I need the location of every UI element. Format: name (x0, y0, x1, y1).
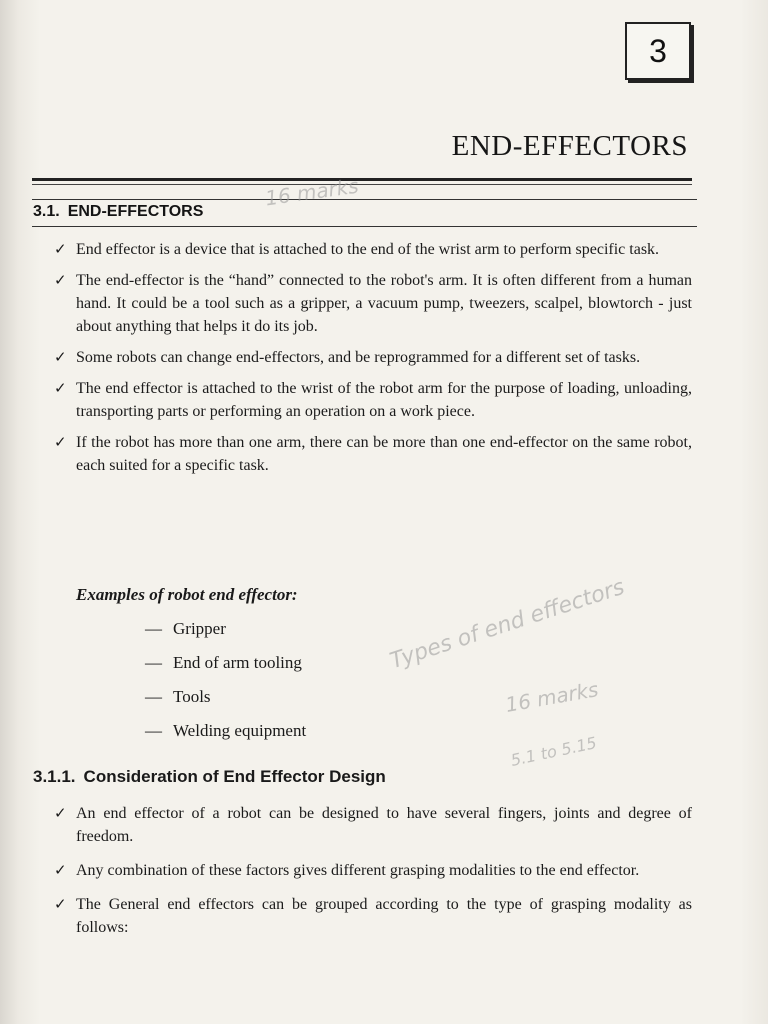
example-item (145, 686, 306, 720)
checkmark-icon: ✓ (54, 348, 67, 366)
bullet-text: Some robots can change end-effectors, and be reprogrammed for a different set of tasks. (76, 349, 641, 366)
sub-bullet-list (52, 802, 692, 939)
checkmark-icon: ✓ (54, 804, 67, 822)
checkmark-icon: ✓ (54, 895, 67, 913)
checkmark-icon: ✓ (54, 861, 67, 879)
checkmark-icon: ✓ (54, 240, 67, 258)
bullet-list (52, 238, 692, 477)
bullet-item (52, 431, 692, 477)
subsection-heading (33, 767, 386, 787)
bullet-text: End effector is a device that is attached to the end of the wrist arm to perform specific task. (76, 241, 660, 258)
chapter-title: END-EFFECTORS (451, 130, 688, 162)
chapter-number: 3 (649, 32, 667, 69)
subsection-title: Consideration of End Effector Design (83, 767, 386, 786)
bullet-item (52, 238, 692, 261)
pencil-note-marks-2: 16 marks (503, 677, 601, 717)
examples-title: Examples of robot end effector: (76, 585, 298, 604)
section-heading (33, 203, 203, 221)
bullet-text: An end effector of a robot can be designed to have several fingers, joints and degree of freedom. (76, 805, 692, 845)
example-item (145, 618, 306, 652)
em-dash-icon: — (145, 687, 162, 706)
section-rule-top (32, 199, 697, 200)
pencil-note-marks: 16 marks (263, 173, 360, 211)
bullet-item (52, 802, 692, 848)
bullet-item (52, 377, 692, 423)
checkmark-icon: ✓ (54, 271, 67, 289)
bullet-text: If the robot has more than one arm, there can be more than one end-effector on the same robot, each suited for a specific task. (76, 434, 692, 474)
subsection-number: 3.1.1. (33, 767, 76, 786)
title-rule-thin (32, 184, 692, 185)
bullet-text: The end-effector is the “hand” connected to the robot's arm. It is often different from a human hand. It could be a tool such as a gripper, a vacuum pump, tweezers, scalpel, blowtorch - just about anything that helps it do its job. (76, 272, 692, 335)
em-dash-icon: — (145, 653, 162, 672)
bullet-text: Any combination of these factors gives different grasping modalities to the end effector. (76, 862, 640, 879)
bullet-item (52, 269, 692, 338)
section-title: END-EFFECTORS (67, 203, 204, 220)
example-text: Welding equipment (173, 721, 307, 740)
pencil-note-range: 5.1 to 5.15 (508, 733, 599, 770)
title-rule-thick (32, 178, 692, 181)
example-text: End of arm tooling (173, 653, 302, 672)
pencil-note-types: Types of end effectors (387, 574, 628, 675)
bullet-text: The General end effectors can be grouped according to the type of grasping modality as follows: (76, 896, 692, 936)
checkmark-icon: ✓ (54, 379, 67, 397)
chapter-number-box (625, 22, 691, 80)
bullet-text: The end effector is attached to the wrist of the robot arm for the purpose of loading, unloading, transporting parts or performing an operation on a work piece. (76, 380, 692, 420)
bullet-item (52, 346, 692, 369)
checkmark-icon: ✓ (54, 433, 67, 451)
em-dash-icon: — (145, 619, 162, 638)
example-item (145, 652, 306, 686)
example-item (145, 720, 306, 754)
example-text: Gripper (173, 619, 226, 638)
examples-list (145, 618, 306, 754)
section-number: 3.1. (33, 203, 60, 220)
bullet-item (52, 893, 692, 939)
section-rule-bottom (32, 226, 697, 227)
bullet-item (52, 859, 692, 882)
em-dash-icon: — (145, 721, 162, 740)
example-text: Tools (173, 687, 211, 706)
